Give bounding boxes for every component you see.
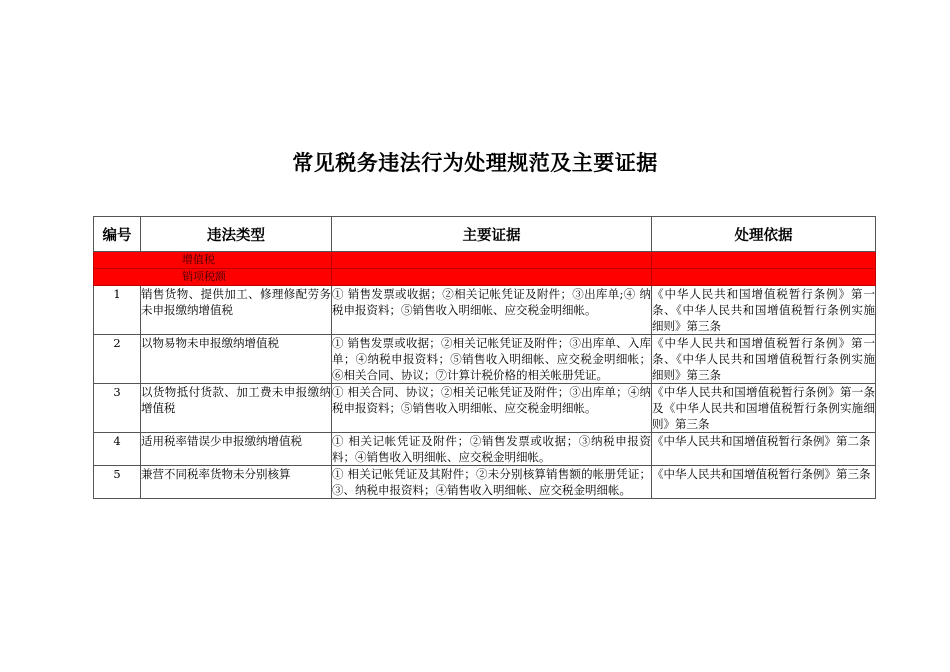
row-evidence: ① 销售发票或收据；②相关记帐凭证及附件；③出库单、入库单；④纳税申报资料；⑤销售收入明细帐、应交税金明细帐；⑥相关合同、协议；⑦计算计税价格的相关帐册凭证。 — [332, 336, 651, 382]
page-title: 常见税务违法行为处理规范及主要证据 — [292, 151, 658, 175]
category-cell — [652, 269, 876, 286]
category-cell — [332, 252, 652, 269]
category-label-output-tax: 销项税额 — [182, 270, 226, 283]
table-header-row — [94, 217, 876, 252]
row-evidence: ① 相关合同、协议；②相关记帐凭证及附件；③出库单；④纳税申报资料；⑤销售收入明细帐、应交税金明细帐。 — [332, 384, 652, 433]
table-row — [94, 433, 876, 466]
row-basis: 《中华人民共和国增值税暂行条例》第一条、《中华人民共和国增值税暂行条例实施细则》第三条 — [652, 287, 875, 333]
category-cell — [94, 269, 332, 286]
row-basis: 《中华人民共和国增值税暂行条例》第三条 — [652, 466, 876, 499]
header-num: 编号 — [94, 217, 141, 252]
category-label-vat: 增值税 — [182, 253, 215, 266]
row-type: 销售货物、提供加工、修理修配劳务未申报缴纳增值税 — [141, 286, 332, 335]
table-row — [94, 286, 876, 335]
row-num: 1 — [94, 286, 141, 335]
row-basis: 《中华人民共和国增值税暂行条例》第二条 — [652, 433, 876, 466]
row-evidence: ① 相关记帐凭证及附件；②销售发票或收据；③纳税申报资料；④销售收入明细帐、应交税金明细帐。 — [332, 434, 651, 464]
row-evidence: ① 销售发票或收据；②相关记帐凭证及附件；③出库单;④ 纳税申报资料；⑤销售收入明细帐、应交税金明细帐。 — [332, 286, 652, 335]
header-type: 违法类型 — [141, 217, 332, 252]
category-row-vat — [94, 252, 876, 269]
table-row — [94, 384, 876, 433]
category-cell — [94, 252, 332, 269]
row-evidence: ① 相关记帐凭证及其附件；②未分别核算销售额的帐册凭证；③、纳税申报资料；④销售收入明细帐、应交税金明细帐。 — [332, 467, 651, 497]
row-type: 兼营不同税率货物未分别核算 — [141, 466, 332, 499]
row-basis: 《中华人民共和国增值税暂行条例》第一条及《中华人民共和国增值税暂行条例实施细则》第三条 — [652, 385, 875, 431]
category-cell — [332, 269, 652, 286]
category-row-output-tax — [94, 269, 876, 286]
header-evidence: 主要证据 — [332, 217, 652, 252]
row-num: 5 — [94, 466, 141, 499]
row-type: 以物易物未申报缴纳增值税 — [141, 335, 332, 384]
row-type: 适用税率错误少申报缴纳增值税 — [141, 433, 332, 466]
row-basis: 《中华人民共和国增值税暂行条例》第一条、《中华人民共和国增值税暂行条例实施细则》第三条 — [652, 336, 875, 382]
table-row — [94, 466, 876, 499]
table-row — [94, 335, 876, 384]
row-num: 2 — [94, 335, 141, 384]
row-num: 3 — [94, 384, 141, 433]
violation-table — [93, 216, 876, 499]
category-cell — [652, 252, 876, 269]
header-basis: 处理依据 — [652, 217, 876, 252]
row-type: 以货物抵付货款、加工费未申报缴纳增值税 — [141, 384, 332, 433]
row-num: 4 — [94, 433, 141, 466]
